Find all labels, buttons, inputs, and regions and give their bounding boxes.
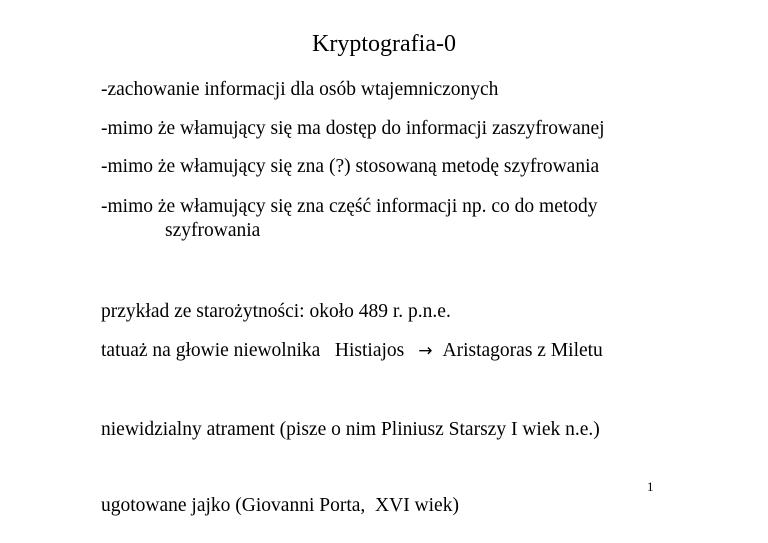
arrow-right-icon: →: [418, 341, 433, 361]
page-number: 1: [647, 479, 654, 494]
antiquity-example: przykład ze starożytności: około 489 r. p.n.e.: [101, 301, 451, 322]
tattoo-suffix: Aristagoras z Miletu: [442, 340, 603, 361]
bullet-secrecy: -zachowanie informacji dla osób wtajemniczonych: [101, 79, 499, 100]
page-title: Kryptografia-0: [312, 31, 456, 57]
bullet-knows-part: -mimo że włamujący się zna część informacji np. co do metody: [101, 196, 598, 217]
bullet-access-encrypted: -mimo że włamujący się ma dostęp do informacji zaszyfrowanej: [101, 118, 605, 139]
tattoo-prefix: tatuaż na głowie niewolnika Histiajos: [101, 340, 405, 361]
invisible-ink-example: niewidzialny atrament (pisze o nim Pliniusz Starszy I wiek n.e.): [101, 419, 600, 440]
tattoo-example: [101, 339, 603, 363]
boiled-egg-example: ugotowane jajko (Giovanni Porta, XVI wiek): [101, 495, 459, 516]
bullet-knows-part-continuation: szyfrowania: [165, 220, 261, 241]
bullet-knows-method: -mimo że włamujący się zna (?) stosowaną metodę szyfrowania: [101, 156, 600, 177]
